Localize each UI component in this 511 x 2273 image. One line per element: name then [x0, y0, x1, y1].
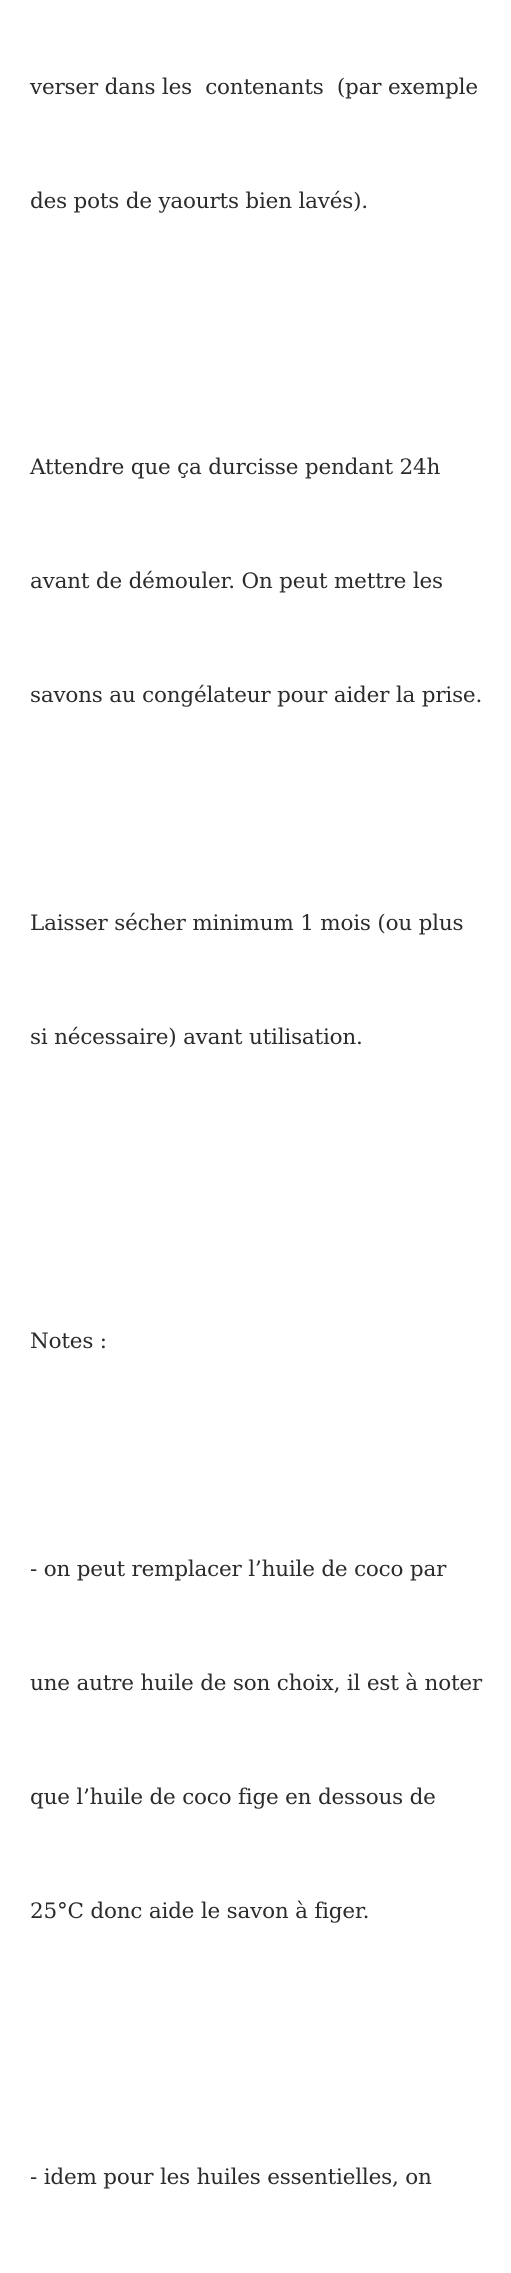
text-line: Attendre que ça durcisse pendant 24h	[30, 455, 441, 480]
note-essential-oils	[30, 2083, 500, 2273]
paragraph-pour-into-containers	[30, 0, 500, 297]
text-line: des pots de yaourts bien lavés).	[30, 189, 368, 214]
text-line: avant de démouler. On peut mettre les	[30, 569, 443, 594]
paragraph-spacer	[30, 2007, 500, 2083]
text-line: Laisser sécher minimum 1 mois (ou plus	[30, 911, 464, 936]
paragraph-wait-harden	[30, 373, 500, 791]
paragraph-spacer	[30, 1437, 500, 1475]
paragraph-spacer	[30, 297, 500, 373]
text-line: - idem pour les huiles essentielles, on	[30, 2165, 432, 2190]
text-line: si nécessaire) avant utilisation.	[30, 1025, 363, 1050]
text-line: verser dans les contenants (par exemple	[30, 75, 478, 100]
paragraph-spacer	[30, 1133, 500, 1247]
text-line: - on peut remplacer l’huile de coco par	[30, 1557, 447, 1582]
text-line: que l’huile de coco fige en dessous de	[30, 1785, 436, 1810]
paragraph-spacer	[30, 791, 500, 829]
note-coconut-oil	[30, 1475, 500, 2007]
article-body	[30, 0, 500, 2273]
text-line: 25°C donc aide le savon à figer.	[30, 1899, 370, 1924]
text-line: une autre huile de son choix, il est à noter	[30, 1671, 482, 1696]
paragraph-drying-time	[30, 829, 500, 1133]
text-line: savons au congélateur pour aider la prise.	[30, 683, 483, 708]
text-line: Notes :	[30, 1329, 107, 1354]
notes-heading	[30, 1247, 500, 1437]
